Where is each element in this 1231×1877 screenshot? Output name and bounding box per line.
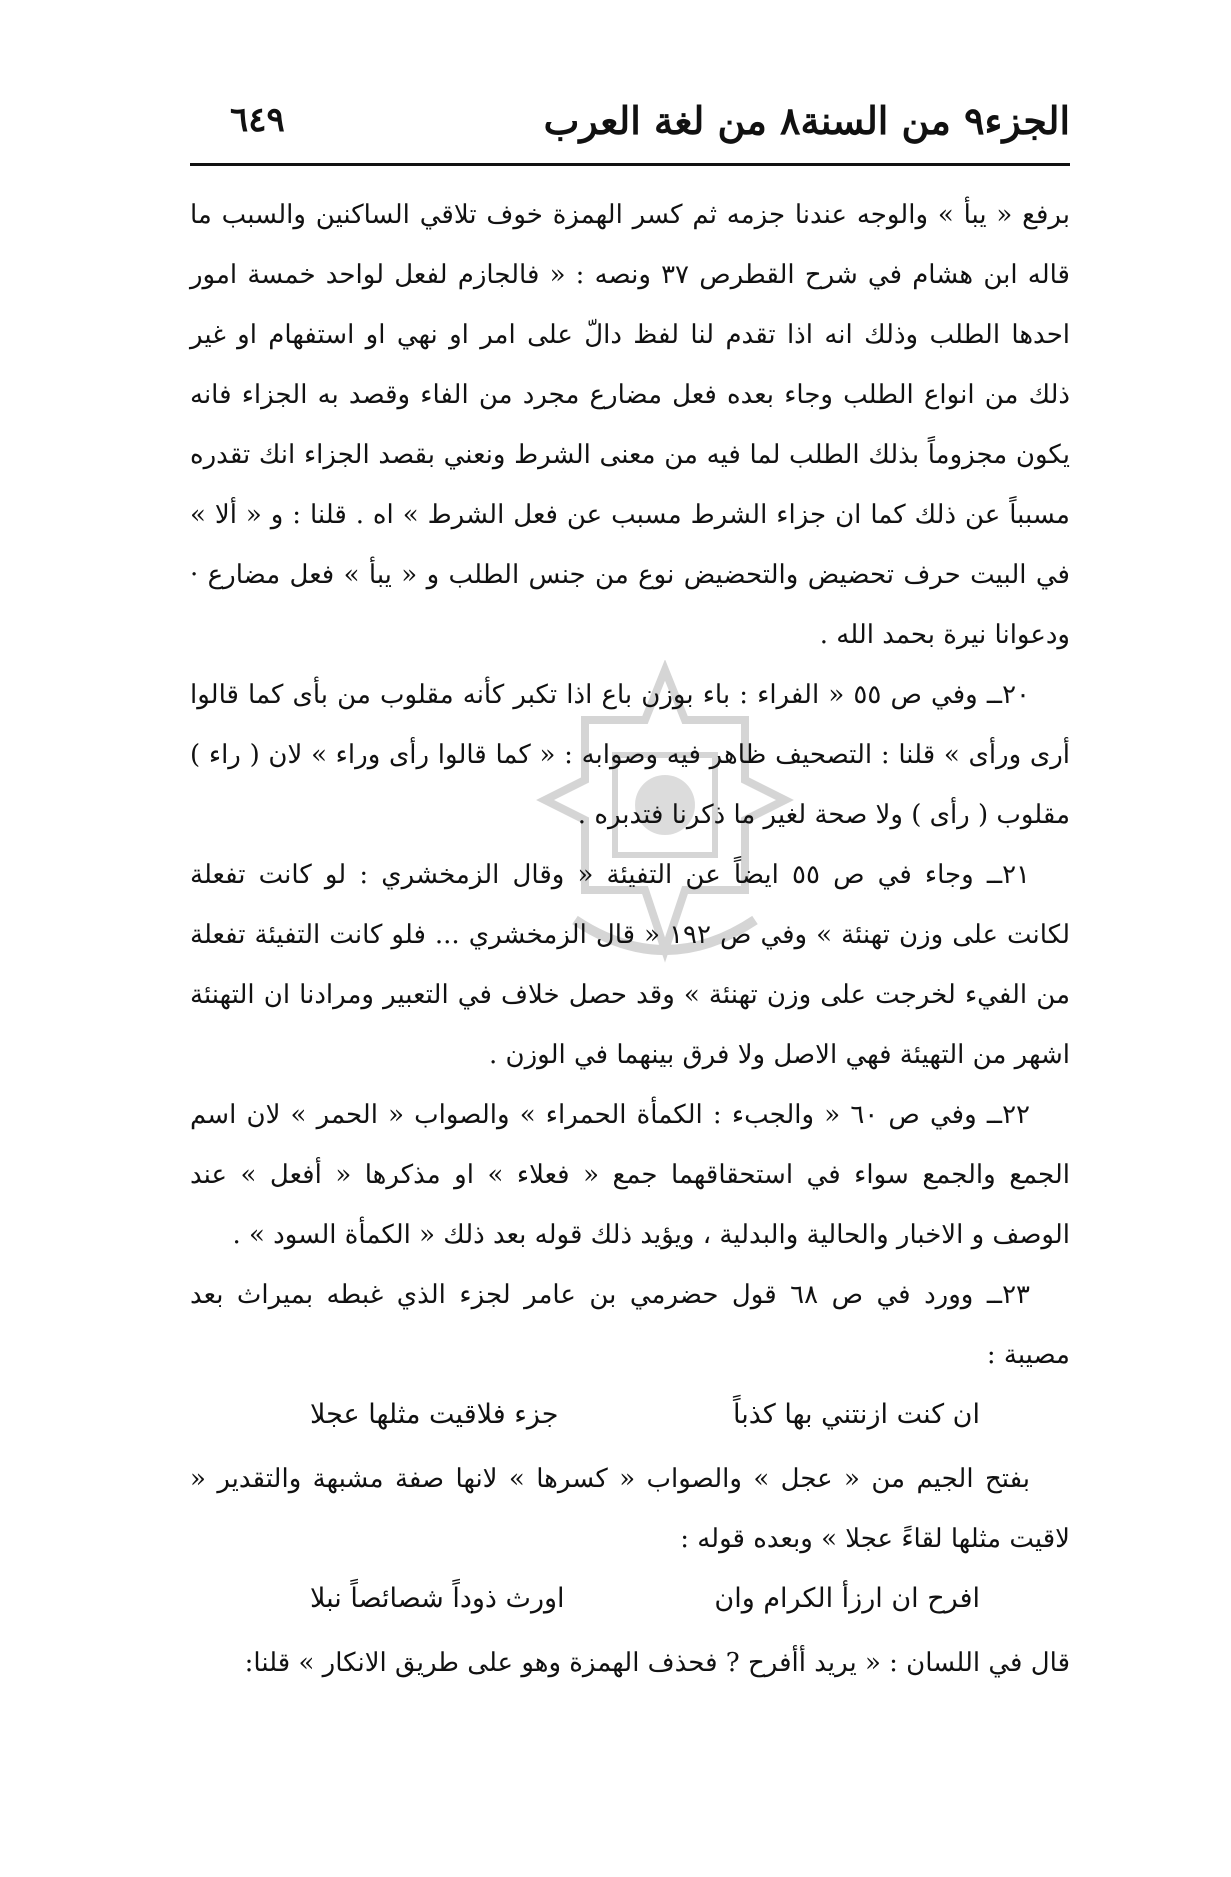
verse-first-hemistich: افرح ان ارزأ الكرام وان <box>714 1583 980 1614</box>
verse-second-hemistich: جزء فلاقيت مثلها عجلا <box>310 1399 559 1430</box>
verse-first-hemistich: ان كنت ازنتني بها كذباً <box>733 1399 980 1430</box>
page-header <box>190 98 1070 158</box>
header-rule <box>190 163 1070 166</box>
paragraph-20: ٢٠ــ وفي ص ٥٥ « الفراء : باء بوزن باع اذا تكبر كأنه مقلوب من بأى كما قالوا أرى ورأى » قلنا : التصحيف ظاهر فيه وصوابه : « كما قالوا رأى وراء » لان ( راء ) مقلوب ( رأى ) ولا صحة لغير ما ذكرنا فتدبره . <box>190 680 1070 830</box>
verse-second-hemistich: اورث ذوداً شصائصاً نبلا <box>310 1583 565 1614</box>
poem-verse-1 <box>190 1385 1070 1449</box>
paragraph-commentary: بفتح الجيم من « عجل » والصواب « كسرها » لانها صفة مشبهة والتقدير « لاقيت مثلها لقاءً عجلا » وبعده قوله : <box>190 1464 1070 1554</box>
running-title: الجزء٩ من السنة٨ من لغة العرب <box>543 98 1070 143</box>
closing-line: قال في اللسان : « يريد أأفرح ? فحذف الهمزة وهو على طريق الانكار » قلنا: <box>244 1648 1070 1678</box>
paragraph-22: ٢٢ــ وفي ص ٦٠ « والجبء : الكمأة الحمراء » والصواب « الحمر » لان اسم الجمع والجمع سواء في استحقاقهما جمع « فعلاء » او مذكرها « أفعل » عند الوصف و الاخبار والحالية والبدلية ، ويؤيد ذلك قوله بعد ذلك « الكمأة السود » . <box>190 1100 1070 1250</box>
page-number: ٦٤٩ <box>230 100 285 140</box>
paragraph: برفع « يبأ » والوجه عندنا جزمه ثم كسر الهمزة خوف تلاقي الساكنين والسبب ما قاله ابن هشام في شرح القطرص ٣٧ ونصه : « فالجازم لفعل لواحد خمسة امور احدها الطلب وذلك انه اذا تقدم لنا لفظ دالّ على امر او نهي او استفهام او غير ذلك من انواع الطلب وجاء بعده فعل مضارع مجرد من الفاء وقصد به الجزاء فانه يكون مجزوماً بذلك الطلب لما فيه من معنى الشرط ونعني بقصد الجزاء انك تقدره مسبباً عن ذلك كما ان جزاء الشرط مسبب عن فعل الشرط » اه . قلنا : و « ألا » في البيت حرف تحضيض والتحضيض نوع من جنس الطلب و « يبأ » فعل مضارع · ودعوانا نيرة بحمد الله . <box>190 200 1070 650</box>
paragraph-23: ٢٣ــ وورد في ص ٦٨ قول حضرمي بن عامر لجزء الذي غبطه بميراث بعد مصيبة : <box>190 1280 1070 1370</box>
paragraph-21: ٢١ــ وجاء في ص ٥٥ ايضاً عن التفيئة « وقال الزمخشري : لو كانت تفعلة لكانت على وزن تهنئة » وفي ص ١٩٢ « قال الزمخشري ... فلو كانت التفيئة تفعلة من الفيء لخرجت على وزن تهنئة » وقد حصل خلاف في التعبير ومرادنا ان التهنئة اشهر من التهيئة فهي الاصل ولا فرق بينهما في الوزن . <box>190 860 1070 1070</box>
article-body <box>190 185 1070 1693</box>
poem-verse-2 <box>190 1569 1070 1633</box>
